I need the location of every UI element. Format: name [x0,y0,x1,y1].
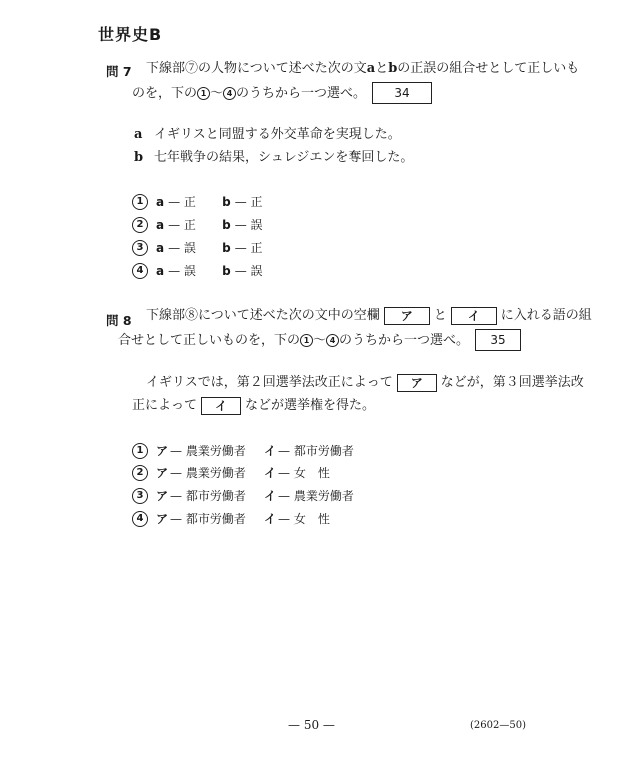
q8-option-2[interactable]: 2 ア — 農業労働者 イ — 女 性 [132,464,330,481]
statement-b: b 七年戦争の結果，シュレジエンを奪回した。 [134,150,414,165]
circled-number-4: 4 [223,87,236,100]
passage-blank-a: ア [397,374,437,392]
q7-option-3[interactable]: 3 a — 誤 b — 正 [132,239,263,256]
question-7-line2: のを，下の 1 〜 4 のうちから一つ選べ。 34 [132,82,432,104]
question-7-label: 問 7 [106,64,132,79]
q7-option-4[interactable]: 4 a — 誤 b — 誤 [132,262,263,279]
q8-option-4[interactable]: 4 ア — 都市労働者 イ — 女 性 [132,510,330,527]
question-8-line2: 合せとして正しいものを，下の 1 〜 4 のうちから一つ選べ。 35 [118,329,521,351]
passage-line2: 正によって イ などが選挙権を得た。 [132,398,376,413]
circled-number-1: 1 [197,87,210,100]
passage-blank-i: イ [201,397,241,415]
subject-title: 世界史B [98,25,163,44]
blank-a-box: ア [384,307,430,325]
circled-number-4: 4 [326,334,339,347]
q8-option-3[interactable]: 3 ア — 都市労働者 イ — 農業労働者 [132,487,354,504]
question-8-line1: 下線部⑧について述べた次の文中の空欄 ア と イ に入れる語の組 [146,308,592,323]
blank-i-box: イ [451,307,497,325]
circled-number-1: 1 [300,334,313,347]
statement-a: a イギリスと同盟する外交革命を実現した。 [134,127,401,142]
answer-box-34: 34 [372,82,432,104]
answer-box-35: 35 [475,329,521,351]
passage-line1: イギリスでは，第２回選挙法改正によって ア などが，第３回選挙法改 [146,375,584,390]
question-7-line1: 下線部⑦の人物について述べた次の文aとbの正誤の組合せとして正しいも [146,61,580,76]
question-8-label: 問 8 [106,313,132,328]
page-number: — 50 — [288,718,335,732]
q8-option-1[interactable]: 1 ア — 農業労働者 イ — 都市労働者 [132,442,354,459]
q7-option-1[interactable]: 1 a — 正 b — 正 [132,193,263,210]
exam-code: (2602—50) [470,720,526,731]
q7-option-2[interactable]: 2 a — 正 b — 誤 [132,216,263,233]
